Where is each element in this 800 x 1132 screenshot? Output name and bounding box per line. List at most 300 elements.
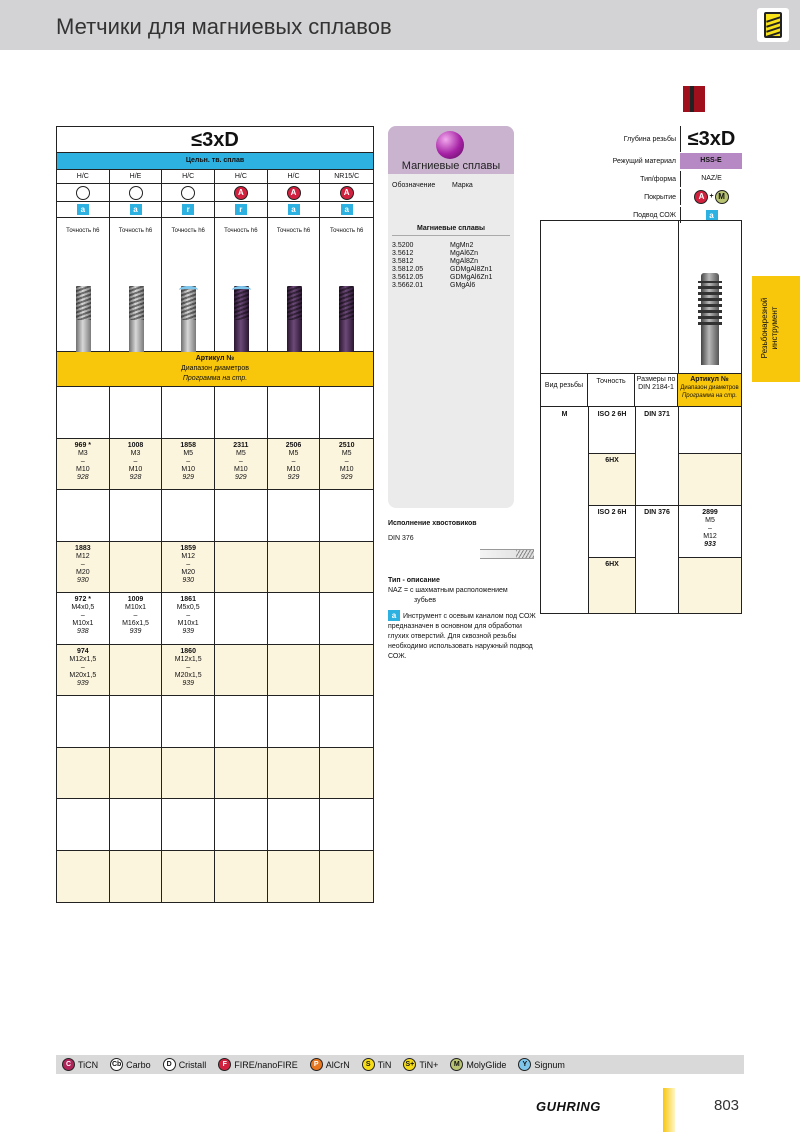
tool-image-cell: [57, 217, 110, 351]
table-cell: [162, 490, 215, 541]
article-art: 2506: [285, 441, 302, 449]
coolant-cell: [162, 201, 215, 217]
legend-label: Cristall: [178, 1059, 207, 1070]
shank-standard: DIN 376: [388, 535, 414, 542]
table-cell: [268, 593, 321, 644]
legend-item: [362, 1058, 392, 1071]
article-label: Артикул №: [690, 376, 729, 383]
thread-kind: M: [561, 411, 568, 418]
shank-drawing: [480, 549, 534, 559]
table-cell: [320, 799, 373, 850]
table-cell: [110, 593, 163, 644]
form-row: [57, 169, 373, 183]
table-cell: [320, 696, 373, 747]
coating-firenanofire-icon: F: [218, 1058, 231, 1071]
table-cell: [57, 696, 110, 747]
article-page: 929: [235, 473, 247, 481]
table-cell: [215, 696, 268, 747]
page-number: 803: [714, 1097, 740, 1114]
table-cell: [110, 439, 163, 490]
alloy-row: [392, 274, 510, 282]
alloy-designation: 3.5200: [392, 242, 414, 249]
legend-label: Carbo: [126, 1059, 151, 1070]
legend-item: [218, 1058, 298, 1071]
alloy-grade: GDMgAl6Zn1: [450, 274, 493, 281]
table-row: [57, 696, 373, 748]
carbide-taps-table: [56, 126, 374, 903]
article-art: 1009: [127, 596, 144, 603]
article-page: 928: [129, 473, 142, 481]
coolant-icon: a: [706, 210, 718, 221]
article-dash: –: [291, 457, 296, 465]
alloy-designation: 3.5612.05: [392, 274, 424, 281]
article-to: M10: [181, 465, 195, 473]
uncoated-icon: [76, 186, 90, 200]
article-from: M5x0,5: [176, 604, 200, 611]
article-art: 972 *: [74, 596, 92, 603]
legend-label: TiCN: [78, 1059, 99, 1070]
article-dash: –: [186, 560, 191, 568]
table-cell: [57, 542, 110, 593]
alloy-grade: MgAl6Zn: [450, 250, 479, 257]
hss-tool-image: [678, 221, 741, 373]
type-description: [388, 576, 538, 662]
coolant-cell: [320, 201, 373, 217]
r3-article: [679, 509, 741, 549]
article-art: 1859: [180, 544, 196, 552]
legend-label: AlCrN: [325, 1059, 350, 1070]
r3-to: M12: [703, 533, 717, 540]
coating-cell: [320, 183, 373, 201]
article-dash: –: [133, 612, 138, 619]
tap-image: [129, 286, 144, 352]
depth-label: Глубина резьбы: [623, 135, 676, 143]
legend-item: [163, 1058, 207, 1071]
tap-image: [76, 286, 91, 352]
tolerance-label: Точность h6: [171, 228, 205, 234]
legend-item: [403, 1058, 438, 1071]
depth-row: [540, 126, 742, 152]
table-cell: [268, 748, 321, 799]
table-cell: [162, 645, 215, 696]
form-cell: NR15/C: [320, 169, 373, 183]
article-dash: –: [80, 457, 85, 465]
table-row: [57, 799, 373, 851]
alloy-grade: MgMn2: [450, 242, 474, 249]
r4-accuracy: 6HX: [605, 561, 619, 568]
coolant-icon: r: [182, 204, 194, 215]
coating-tin-icon: S: [362, 1058, 375, 1071]
article-page: 929: [340, 473, 353, 481]
article-page: 929: [182, 473, 195, 481]
table-cell: [162, 696, 215, 747]
table-cell: [268, 542, 321, 593]
article-to: M10x1: [72, 620, 94, 627]
table-cell: [57, 748, 110, 799]
coolant-note: [388, 610, 538, 662]
side-tab-label: Резьбонарезной инструмент: [760, 297, 779, 359]
coolant-icon: a: [288, 204, 300, 215]
tolerance-label: Точность h6: [224, 228, 258, 234]
article-to: M10: [234, 465, 248, 473]
article-page: 930: [182, 576, 195, 584]
r3-dash: –: [708, 525, 712, 532]
table-cell: [320, 387, 373, 438]
article-from: M3: [77, 449, 88, 457]
coating-cell: [110, 183, 163, 201]
legend-label: FIRE/nanoFIRE: [234, 1059, 298, 1070]
table-cell: [215, 799, 268, 850]
coolant-icon: a: [77, 204, 89, 215]
r3-art: 2899: [702, 509, 718, 516]
r3-page: 933: [704, 541, 716, 548]
table-cell: [110, 387, 163, 438]
table-row: [57, 593, 373, 645]
alloy-grade: GDMgAl8Zn1: [450, 266, 493, 273]
table-cell: [320, 593, 373, 644]
article-from: M10x1: [125, 604, 147, 611]
coating-label: Покрытие: [644, 193, 676, 201]
table-row: [57, 439, 373, 491]
table-cell: [57, 593, 110, 644]
coolant-icon: a: [388, 610, 400, 621]
table-cell: [162, 851, 215, 903]
alloy-designation: 3.5812.05: [392, 266, 424, 273]
table-cell: [110, 799, 163, 850]
article-art: 1883: [75, 544, 91, 552]
table-cell: [268, 490, 321, 541]
table-cell: [320, 851, 373, 903]
article-art: 969 *: [74, 441, 92, 449]
table-row: [57, 645, 373, 697]
alloy-designation: 3.5812: [392, 258, 414, 265]
table-cell: [320, 439, 373, 490]
legend-item: [518, 1058, 565, 1071]
article-label: Артикул №: [195, 355, 235, 362]
alloy-grade: GMgAl6: [450, 282, 476, 289]
article-to: M20x1,5: [174, 671, 202, 679]
alloy-row: [392, 258, 510, 266]
r1-accuracy: ISO 2 6H: [597, 411, 627, 418]
article-to: M10: [339, 465, 354, 473]
form-cell: H/C: [268, 169, 321, 183]
article-from: M5: [341, 449, 352, 457]
coating-cell: [268, 183, 321, 201]
depth-value: ≤3xD: [680, 126, 742, 152]
article-to: M20: [181, 568, 195, 576]
article-page: 939: [182, 679, 195, 687]
article-from: M5: [183, 449, 194, 457]
article-page: 939: [76, 679, 89, 687]
material-columns: [388, 174, 514, 189]
article-page: 929: [287, 473, 300, 481]
legend-item: [450, 1058, 506, 1071]
tap-image: [701, 273, 719, 365]
hss-table-columns: [541, 373, 741, 407]
table-cell: [57, 439, 110, 490]
coolant-row: [57, 201, 373, 217]
alloy-designation: 3.5662.01: [392, 282, 424, 289]
r1-din: DIN 371: [644, 411, 670, 418]
table-cell: [110, 748, 163, 799]
alloy-row: [392, 242, 510, 250]
tool-image-cell: [110, 217, 163, 351]
uncoated-icon: [129, 186, 143, 200]
r2-accuracy: 6HX: [605, 457, 619, 464]
form-cell: H/C: [162, 169, 215, 183]
article-page: 930: [76, 576, 89, 584]
article-from: M5: [235, 449, 246, 457]
table-cell: [215, 490, 268, 541]
table-row: [57, 490, 373, 542]
uncoated-icon: [181, 186, 195, 200]
legend-item: [110, 1058, 151, 1071]
table-cell: [320, 542, 373, 593]
coating-cell: [57, 183, 110, 201]
coating-cristall-icon: D: [163, 1058, 176, 1071]
table-cell: [110, 542, 163, 593]
legend-label: MolyGlide: [466, 1059, 507, 1070]
table-cell: [57, 645, 110, 696]
article-art: 1008: [127, 441, 144, 449]
range-label: Диапазон диаметров: [680, 385, 739, 391]
range-label: Диапазон диаметров: [180, 365, 250, 372]
table-cell: [162, 387, 215, 438]
coolant-cell: [268, 201, 321, 217]
form-cell: H/C: [215, 169, 268, 183]
thread-tool-logo: [757, 8, 789, 42]
depth-heading: ≤3xD: [57, 127, 373, 153]
coating-carbo-icon: Cb: [110, 1058, 123, 1071]
tolerance-label: Точность h6: [118, 228, 153, 234]
coating-tin-icon: S+: [403, 1058, 416, 1071]
table-cell: [110, 490, 163, 541]
article-from: M5: [288, 449, 299, 457]
alloy-row: [392, 282, 510, 290]
coolant-icon: a: [341, 204, 353, 215]
table-cell: [57, 387, 110, 438]
table-cell: [162, 542, 215, 593]
coating-alcrn-icon: P: [310, 1058, 323, 1071]
page-label: Программа на стр.: [182, 375, 248, 382]
article-from: M12x1,5: [69, 655, 97, 663]
tolerance-label: Точность h6: [66, 228, 100, 234]
coating-row: [57, 183, 373, 201]
article-header: [57, 351, 373, 386]
table-cell: [215, 593, 268, 644]
table-cell: [320, 645, 373, 696]
sizes-header: Размеры по DIN 2184-1: [635, 374, 678, 406]
table-cell: [162, 799, 215, 850]
r3-from: M5: [705, 517, 715, 524]
page-title: Метчики для магниевых сплавов: [56, 14, 392, 39]
page-label: Программа на стр.: [681, 393, 738, 399]
table-row: [57, 748, 373, 800]
coating-cell: [162, 183, 215, 201]
table-cell: [268, 696, 321, 747]
type-line-2: зубьев: [414, 597, 436, 604]
article-to: M10: [286, 465, 301, 473]
section-side-tab[interactable]: [752, 276, 800, 382]
legend-label: TiN+: [419, 1059, 439, 1070]
article-to: M10: [76, 465, 90, 473]
table-cell: [268, 439, 321, 490]
article-dash: –: [80, 612, 85, 619]
coating-molyglide-icon: M: [450, 1058, 463, 1071]
legend-label: TiN: [377, 1059, 392, 1070]
article-art: 974: [76, 647, 89, 655]
coating-row: [540, 188, 742, 206]
article-art: 2510: [338, 441, 355, 449]
table-cell: [215, 387, 268, 438]
material-value: HSS-E: [680, 153, 742, 169]
table-cell: [215, 748, 268, 799]
grade-column: Марка: [452, 182, 473, 189]
header-bar: [0, 0, 800, 50]
coating-a-icon: A: [340, 186, 354, 200]
article-page: 938: [76, 628, 89, 635]
coating-m-icon: M: [715, 190, 729, 204]
article-to: M20x1,5: [69, 671, 97, 679]
material-label: Режущий материал: [612, 157, 676, 165]
alloy-section-title: Магниевые сплавы: [392, 225, 510, 236]
tool-image-cell: [215, 217, 268, 351]
article-page: 928: [76, 473, 89, 481]
article-to: M10: [128, 465, 143, 473]
coating-a-icon: A: [287, 186, 301, 200]
tap-image: [339, 286, 354, 352]
article-from: M4x0,5: [71, 604, 95, 611]
article-from: M12: [181, 552, 195, 560]
article-to: M16x1,5: [122, 620, 149, 627]
coating-plus: +: [709, 193, 714, 200]
table-cell: [162, 439, 215, 490]
shank-info: [388, 520, 548, 542]
coolant-icon: r: [235, 204, 247, 215]
type-line-1: NAZ = с шахматным расположением: [388, 587, 508, 594]
coolant-note-text: Инструмент с осевым каналом под СОЖ предназначен в основном для обработки глухих отверстий. Для сквозной резьбы необходимо использовать наружный подвод СОЖ.: [388, 613, 536, 660]
table-row: [57, 851, 373, 903]
coolant-cell: [215, 201, 268, 217]
table-cell: [320, 748, 373, 799]
brand-logo: GUHRING: [536, 1099, 601, 1114]
article-art: 1860: [180, 647, 196, 655]
material-panel-title: Магниевые сплавы: [401, 160, 501, 172]
type-value: NAZ/E: [680, 171, 742, 187]
article-page: 939: [129, 628, 142, 635]
coating-ticn-icon: C: [62, 1058, 75, 1071]
accuracy-header: Точность: [588, 374, 635, 406]
article-dash: –: [186, 457, 191, 465]
thread-kind-header: Вид резьбы: [541, 374, 588, 406]
hss-table-body: [541, 407, 741, 613]
tool-image-cell: [268, 217, 321, 351]
table-row: [57, 387, 373, 439]
footer-accent: [663, 1088, 675, 1132]
material-row: [540, 152, 742, 170]
alloy-grade: MgAl8Zn: [450, 258, 479, 265]
legend-item: [310, 1058, 350, 1071]
coolant-label: Подвод СОЖ: [633, 211, 676, 219]
table-cell: [215, 439, 268, 490]
tolerance-label: Точность h6: [276, 228, 311, 234]
table-cell: [215, 542, 268, 593]
table-cell: [268, 799, 321, 850]
table-cell: [162, 748, 215, 799]
legend-item: [62, 1058, 98, 1071]
r3-din: DIN 376: [644, 509, 670, 516]
type-title: Тип - описание: [388, 577, 440, 584]
tool-image-row: [57, 217, 373, 351]
article-dash: –: [186, 663, 191, 671]
hss-table: [540, 220, 742, 614]
article-dash: –: [133, 457, 138, 465]
hss-table-header: [540, 126, 742, 224]
designation-column: Обозначение: [392, 182, 436, 189]
table-cell: [268, 851, 321, 903]
table-cell: [268, 645, 321, 696]
r3-accuracy: ISO 2 6H: [597, 509, 627, 516]
material-panel-header: [388, 126, 514, 174]
tool-image-cell: [162, 217, 215, 351]
table-cell: [162, 593, 215, 644]
material-heading: Цельн. тв. сплав: [57, 153, 373, 169]
table-cell: [110, 851, 163, 903]
article-page: 939: [182, 628, 195, 635]
coolant-cell: [110, 201, 163, 217]
coating-cell: [215, 183, 268, 201]
article-from: M3: [130, 449, 141, 457]
article-art: 1858: [180, 441, 196, 449]
category-marker: [683, 86, 705, 112]
alloy-list: [388, 236, 514, 290]
table-cell: [110, 645, 163, 696]
alloy-designation: 3.5612: [392, 250, 414, 257]
coating-value: [680, 189, 742, 205]
table-cell: [320, 490, 373, 541]
article-to: M10x1: [177, 620, 199, 627]
coolant-icon: a: [130, 204, 142, 215]
form-cell: H/C: [57, 169, 110, 183]
magnesium-ball-icon: [436, 131, 464, 159]
type-label: Тип/форма: [640, 175, 676, 183]
article-dash: –: [80, 560, 85, 568]
table-row: [57, 542, 373, 594]
tool-image-cell: [320, 217, 373, 351]
table-cell: [268, 387, 321, 438]
alloy-row: [392, 266, 510, 274]
type-row: [540, 170, 742, 188]
article-art: 2311: [233, 441, 249, 449]
coating-a-icon: A: [234, 186, 248, 200]
article-from: M12: [76, 552, 90, 560]
coating-legend: [56, 1055, 744, 1074]
coolant-cell: [57, 201, 110, 217]
tap-image: [181, 286, 196, 352]
thread-icon: [764, 12, 782, 38]
table-cell: [57, 799, 110, 850]
alloy-row: [392, 250, 510, 258]
article-dash: –: [238, 457, 243, 465]
tap-image: [234, 286, 249, 352]
form-cell: H/E: [110, 169, 163, 183]
table-cell: [57, 490, 110, 541]
article-rows: [57, 386, 373, 902]
article-art: 1861: [180, 596, 196, 603]
coating-a-icon: A: [694, 190, 708, 204]
table-cell: [110, 696, 163, 747]
shank-title: Исполнение хвостовиков: [388, 520, 477, 527]
